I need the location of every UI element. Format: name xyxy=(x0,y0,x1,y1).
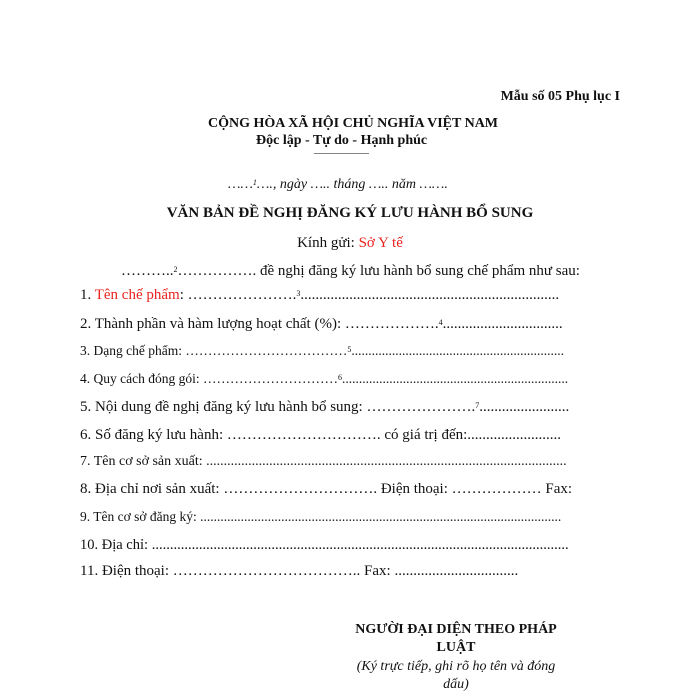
field-dots: …………………. xyxy=(366,399,476,415)
footnote-marker: 2 xyxy=(173,265,178,274)
motto: Độc lập - Tự do - Hạnh phúc xyxy=(256,133,428,148)
field-label: 2. Thành phần và hàm lượng hoạt chất (%): xyxy=(80,316,345,332)
document-title: VĂN BẢN ĐỀ NGHỊ ĐĂNG KÝ LƯU HÀNH BỔ SUNG xyxy=(166,205,534,221)
form-code: Mẫu số 05 Phụ lục I xyxy=(500,89,620,104)
date-line xyxy=(228,177,448,193)
field-label: 4. Quy cách đóng gói: xyxy=(80,371,203,386)
field-label: 9. Tên cơ sở đăng ký: xyxy=(80,509,201,524)
signature-title: NGƯỜI ĐẠI DIỆN THEO PHÁP xyxy=(355,622,557,637)
form-field-row xyxy=(80,399,569,416)
field-dots: ................................. xyxy=(390,563,519,579)
form-field-row xyxy=(80,454,567,470)
field-dots: ………………………… xyxy=(202,371,338,386)
field-label: 8. Địa chỉ nơi sản xuất: xyxy=(80,481,224,497)
field-dots: ................................................................................................................... xyxy=(151,537,569,553)
field-dots: ................................................................... xyxy=(341,371,569,386)
field-dots: ..................................................................... xyxy=(300,287,560,303)
nation-header: CỘNG HÒA XÃ HỘI CHỦ NGHĨA VIỆT NAM xyxy=(208,116,499,131)
form-field-row xyxy=(80,509,561,525)
signature-note-cont: dấu) xyxy=(443,677,469,692)
field-label: 7. Tên cơ sở sản xuất: xyxy=(80,454,207,469)
field-dots: ……………………………… xyxy=(185,343,348,358)
footnote-marker: 3 xyxy=(296,289,301,298)
recipient-label: Kính gửi: xyxy=(297,235,359,251)
recipient xyxy=(0,235,700,252)
footnote-marker: 6 xyxy=(337,373,342,382)
header-rule: ————— xyxy=(314,147,369,159)
footnote-marker: 7 xyxy=(475,401,480,410)
form-field-row xyxy=(80,343,564,359)
form-field-row xyxy=(80,481,572,498)
field-dots: ................................ xyxy=(442,316,563,332)
field-label: 10. Địa chỉ: xyxy=(80,537,152,553)
footnote-marker: 1 xyxy=(252,178,257,187)
form-field-row xyxy=(80,427,561,444)
field-dots: ......................... xyxy=(467,427,562,443)
signature-note: (Ký trực tiếp, ghi rõ họ tên và đóng xyxy=(356,659,556,674)
date-prefix: …… xyxy=(228,177,253,192)
field-dots: ............................................................... xyxy=(351,343,564,358)
field-dots: ....................................................................................................... xyxy=(206,454,567,469)
date-suffix: …., ngày ….. tháng ….. năm ……. xyxy=(256,177,448,192)
intro-line xyxy=(121,263,580,280)
form-field-row xyxy=(80,537,569,554)
signature-title-cont: LUẬT xyxy=(436,640,476,655)
field-label: 11. Điện thoại: xyxy=(80,563,173,579)
recipient-value: Sở Y tế xyxy=(358,235,403,251)
intro-suffix: ……………. đề nghị đăng ký lưu hành bổ sung chế phẩm như sau: xyxy=(177,263,580,279)
footnote-marker: 4 xyxy=(438,318,443,327)
field-dots: ........................ xyxy=(479,399,570,415)
field-label: Tên chế phẩm xyxy=(94,287,180,303)
field-colon: : xyxy=(179,287,188,303)
form-field-row xyxy=(80,287,559,304)
form-field-row xyxy=(80,371,568,387)
field-label: 5. Nội dung đề nghị đăng ký lưu hành bổ sung: xyxy=(80,399,367,415)
field-label: 3. Dạng chế phẩm: xyxy=(80,343,186,358)
field-dots: …………………. xyxy=(187,287,297,303)
intro-prefix: ……….. xyxy=(121,263,174,279)
form-field-row xyxy=(80,563,518,580)
form-field-row xyxy=(80,316,563,333)
field-dots: …………………………. có giá trị đến: xyxy=(226,427,468,443)
field-dots: ………………. xyxy=(344,316,439,332)
field-label: 6. Số đăng ký lưu hành: xyxy=(80,427,227,443)
field-number: 1. xyxy=(80,287,95,303)
footnote-marker: 5 xyxy=(347,345,352,354)
field-dots: ……………………………….. Fax: xyxy=(172,563,391,579)
field-dots: ........................................................................................................... xyxy=(200,509,562,524)
field-dots: …………………………. Điện thoại: ……………… Fax: xyxy=(223,481,573,497)
